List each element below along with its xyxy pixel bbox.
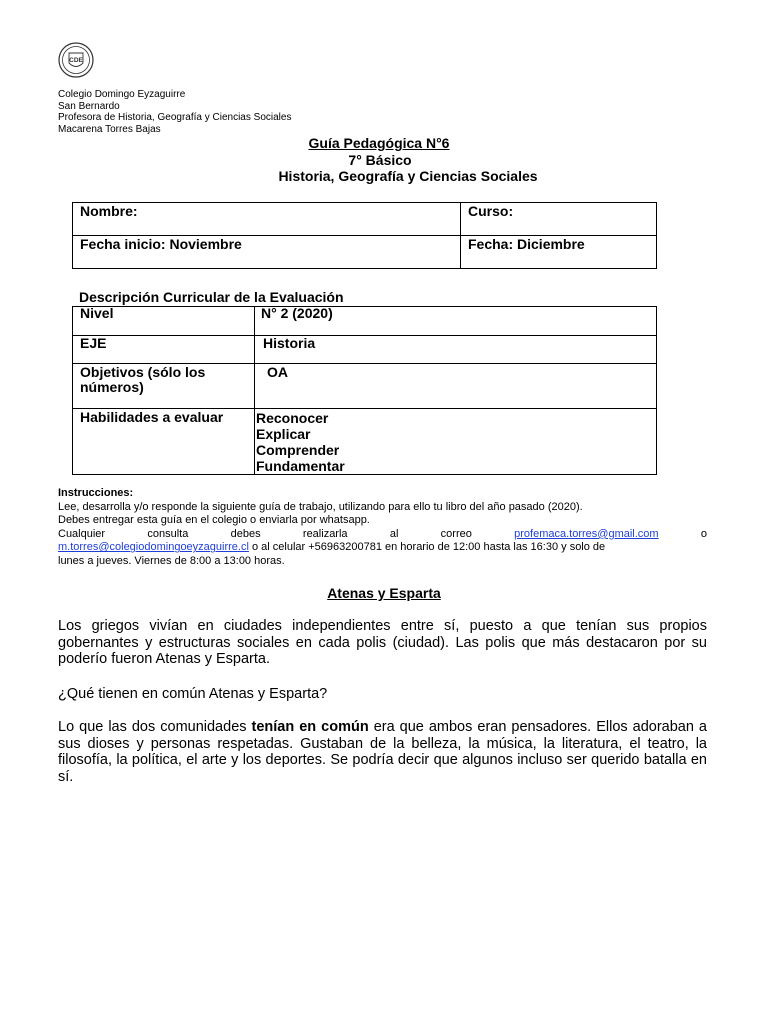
- curriculum-title: Descripción Curricular de la Evaluación: [79, 289, 344, 305]
- nombre-field[interactable]: Nombre:: [73, 203, 461, 236]
- word: debes: [230, 527, 261, 540]
- word: al: [389, 527, 399, 540]
- instructions-line: Lee, desarrolla y/o responde la siguiente guía de trabajo, utilizando para ello tu libro del año pasado (2020).: [58, 500, 583, 513]
- subject-title: Historia, Geografía y Ciencias Sociales: [278, 168, 538, 184]
- instructions-line: lunes a jueves. Viernes de 8:00 a 13:00 horas.: [58, 554, 285, 567]
- word: consulta: [147, 527, 189, 540]
- teacher-role: Profesora de Historia, Geografía y Ciencias Sociales: [58, 112, 292, 123]
- guide-title: Guía Pedagógica N°6: [308, 135, 450, 151]
- skill-item: Explicar: [256, 426, 311, 442]
- skill-item: Reconocer: [256, 410, 329, 426]
- question: ¿Qué tienen en común Atenas y Esparta?: [58, 686, 328, 702]
- paragraph-2: [58, 719, 712, 785]
- p3-start: Lo que las dos comunidades: [58, 719, 252, 735]
- objetivos-value: OA: [255, 364, 657, 409]
- habilidades-list: [255, 409, 657, 475]
- email-link-school[interactable]: m.torres@colegiodomingoeyzaguirre.cl: [58, 541, 249, 554]
- nivel-label: Nivel: [73, 307, 255, 336]
- objetivos-label: Objetivos (sólo los números): [73, 364, 255, 409]
- instructions-heading: Instrucciones:: [58, 487, 134, 499]
- school-city: San Bernardo: [58, 100, 120, 112]
- logo-text: CDE: [69, 57, 83, 64]
- school-logo: [58, 42, 94, 78]
- eje-value: Historia: [255, 336, 657, 364]
- skill-item: Fundamentar: [256, 458, 345, 474]
- word: realizarla: [302, 527, 348, 540]
- habilidades-label: Habilidades a evaluar: [73, 409, 255, 475]
- instructions-contact-line: [58, 528, 707, 542]
- instructions: [58, 487, 707, 569]
- phone-text: o al celular +56963200781 en horario de 12:00 hasta las 16:30 y solo de: [248, 541, 606, 554]
- school-info: [58, 89, 291, 135]
- curso-field[interactable]: Curso:: [461, 203, 657, 236]
- p3-end: era que ambos eran pensadores. Ellos adoraban a sus dioses y personas respetadas. Gustaban de la belleza, la música, la literatura, el teatro, la filosofía, la política, el arte y los deportes. Se podría decir que algunos incluso ser querido batalla en sí.: [58, 719, 712, 785]
- teacher-name: Macarena Torres Bajas: [58, 123, 161, 135]
- fecha-inicio-cell: Fecha inicio: Noviembre: [73, 236, 461, 269]
- email-link-gmail[interactable]: profemaca.torres@gmail.com: [514, 527, 659, 540]
- curriculum-table: [72, 306, 657, 475]
- p3-bold: tenían en común: [251, 719, 369, 735]
- skill-item: Comprender: [256, 442, 340, 458]
- nivel-value: N° 2 (2020): [255, 307, 657, 336]
- section-title: Atenas y Esparta: [327, 585, 441, 601]
- word: correo: [440, 527, 472, 540]
- fecha-cell: Fecha: Diciembre: [461, 236, 657, 269]
- school-name: Colegio Domingo Eyzaguirre: [58, 89, 186, 100]
- word: o: [700, 527, 707, 540]
- instructions-line: [58, 541, 707, 555]
- grade-title: 7° Básico: [348, 152, 412, 168]
- eje-label: EJE: [73, 336, 255, 364]
- student-info-table: [72, 202, 657, 269]
- instructions-line: Debes entregar esta guía en el colegio o enviarla por whatsapp.: [58, 514, 370, 527]
- word: Cualquier: [58, 527, 106, 540]
- paragraph-1: Los griegos vivían en ciudades independientes entre sí, puesto a que tenían sus propios gobernantes y estructuras sociales en cada polis (ciudad). Las polis que más destacaron por su poderío fueron Atenas y Esparta.: [58, 618, 707, 667]
